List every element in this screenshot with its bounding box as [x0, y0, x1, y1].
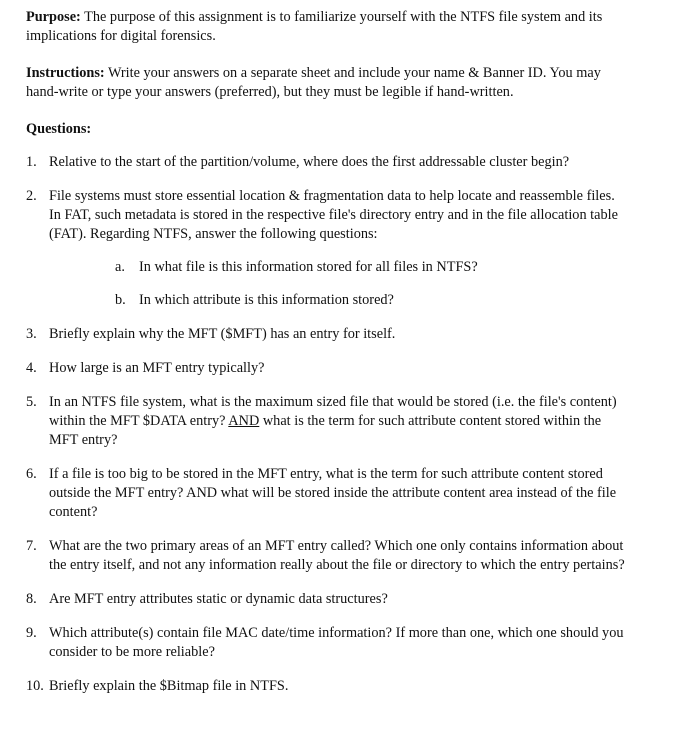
sub-question-letter: b. [115, 292, 126, 308]
instructions-label: Instructions: [26, 65, 105, 81]
underlined-and: AND [228, 413, 260, 429]
question-number: 1. [26, 154, 37, 170]
instructions-text: Write your answers on a separate sheet and include your name & Banner ID. You may hand-write or type your answers (preferred), but they must be legible if hand-written. [26, 65, 601, 100]
question-number: 2. [26, 188, 37, 204]
question-5 [26, 393, 626, 450]
question-2 [26, 187, 626, 310]
sub-question-a [49, 258, 626, 277]
sub-questions-list [49, 258, 626, 310]
question-text-start: In an NTFS file system, what is the maximum sized file that would be stored (i.e. the file's content) within the MFT $DATA entry? [49, 394, 617, 429]
sub-question-text: In which attribute is this information stored? [139, 292, 394, 308]
question-text: Relative to the start of the partition/volume, where does the first addressable cluster begin? [49, 154, 570, 170]
question-text: Are MFT entry attributes static or dynamic data structures? [49, 591, 388, 607]
question-number: 4. [26, 360, 37, 376]
sub-question-letter: a. [115, 259, 125, 275]
question-number: 3. [26, 326, 37, 342]
assignment-page [26, 8, 626, 711]
question-text: If a file is too big to be stored in the MFT entry, what is the term for such attribute content stored outside the MFT entry? AND what will be stored inside the attribute content area instead of the file content? [49, 466, 617, 520]
purpose-label: Purpose: [26, 9, 81, 25]
sub-question-text: In what file is this information stored for all files in NTFS? [139, 259, 478, 275]
question-number: 9. [26, 625, 37, 641]
question-text: How large is an MFT entry typically? [49, 360, 265, 376]
question-text: Briefly explain why the MFT ($MFT) has an entry for itself. [49, 326, 396, 342]
question-text-end: what is the term for such attribute content stored within the MFT entry? [49, 413, 602, 448]
question-8 [26, 590, 626, 609]
question-7 [26, 537, 626, 575]
question-number: 5. [26, 394, 37, 410]
questions-list [26, 153, 626, 696]
purpose-text: The purpose of this assignment is to familiarize yourself with the NTFS file system and its implications for digital forensics. [26, 9, 603, 44]
question-text: What are the two primary areas of an MFT entry called? Which one only contains information about the entry itself, and not any information really about the file or directory to which the entry pertains? [49, 538, 625, 573]
instructions-paragraph [26, 64, 626, 102]
question-number: 6. [26, 466, 37, 482]
question-4 [26, 359, 626, 378]
question-number: 7. [26, 538, 37, 554]
purpose-paragraph [26, 8, 626, 46]
question-3 [26, 325, 626, 344]
question-text: Briefly explain the $Bitmap file in NTFS. [49, 678, 289, 694]
question-1 [26, 153, 626, 172]
question-6 [26, 465, 626, 522]
sub-question-b [49, 291, 626, 310]
question-number: 10. [26, 678, 44, 694]
question-number: 8. [26, 591, 37, 607]
questions-heading: Questions: [26, 121, 92, 137]
question-text: Which attribute(s) contain file MAC date/time information? If more than one, which one should you consider to be more reliable? [49, 625, 624, 660]
question-text: File systems must store essential location & fragmentation data to help locate and reassemble files. In FAT, such metadata is stored in the respective file's directory entry and in the file allocation table (FAT). Regarding NTFS, answer the following questions: [49, 188, 618, 242]
question-9 [26, 624, 626, 662]
question-10 [26, 677, 626, 696]
